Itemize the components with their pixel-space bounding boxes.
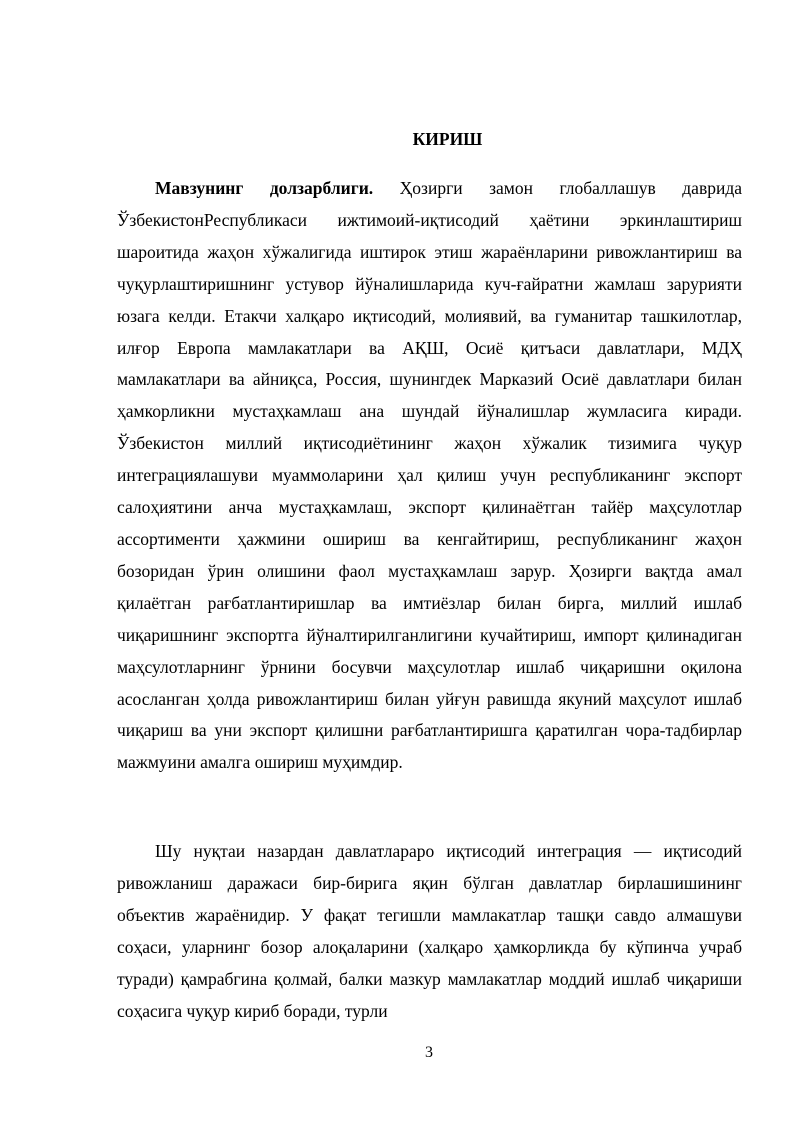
paragraph-relevance [117, 173, 742, 779]
paragraph-lead: Мавзунинг долзарблиги. [155, 178, 374, 198]
paragraph-text: Шу нуқтаи назардан давлатлараро иқтисодий интеграция — иқтисодий ривожланиш даражаси бир-бирига яқин бўлган давлатлар бирлашишининг объектив жараёнидир. У фақат тегишли мамлакатлар ташқи савдо алмашуви соҳаси, уларнинг бозор алоқаларини (халқаро ҳамкорликда бу кўпинча учраб туради) қамрабгина қолмай, балки мазкур мамлакатлар моддий ишлаб чиқариши соҳасига чуқур кириб боради, турли [117, 841, 742, 1021]
paragraph-text: Ҳозирги замон глобаллашув даврида ЎзбекистонРеспубликаси ижтимоий-иқтисодий ҳаётини эркинлаштириш шароитида жаҳон хўжалигида иштирок этиш жараёнларини ривожлантириш ва чуқурлаштиришнинг устувор йўналишларида куч-ғайратни жамлаш зарурияти юзага келди. Етакчи халқаро иқтисодий, молиявий, ва гуманитар ташкилотлар, илғор Европа мамлакатлари ва АҚШ, Осиё қитъаси давлатлари, МДҲ мамлакатлари ва айниқса, Россия, шунингдек Марказий Осиё давлатлари билан ҳамкорликни мустаҳкамлаш ана шундай йўналишлар жумласига киради. Ўзбекистон миллий иқтисодиётининг жаҳон хўжалик тизимига чуқур интеграциялашуви муаммоларини ҳал қилиш учун республиканинг экспорт салоҳиятини анча мустаҳкамлаш, экспорт қилинаётган тайёр маҳсулотлар ассортименти ҳажмини ошириш ва кенгайтириш, республиканинг жаҳон бозоридан ўрин олишини фаол мустаҳкамлаш зарур. Ҳозирги вақтда амал қилаётган рағбатлантиришлар ва имтиёзлар билан бирга, миллий ишлаб чиқаришнинг экспортга йўналтирилганлигини кучайтириш, импорт қилинадиган маҳсулотларнинг ўрнини босувчи маҳсулотлар ишлаб чиқаришни оқилона асосланган ҳолда ривожлантириш билан уйғун равишда якуний маҳсулот ишлаб чиқариш ва уни экспорт қилишни рағбатлантиришга қаратилган чора-тадбирлар мажмуини амалга ошириш муҳимдир. [117, 178, 742, 773]
page-number: 3 [425, 1044, 433, 1061]
section-heading: КИРИШ [412, 129, 483, 149]
paragraph-integration [117, 836, 742, 1027]
